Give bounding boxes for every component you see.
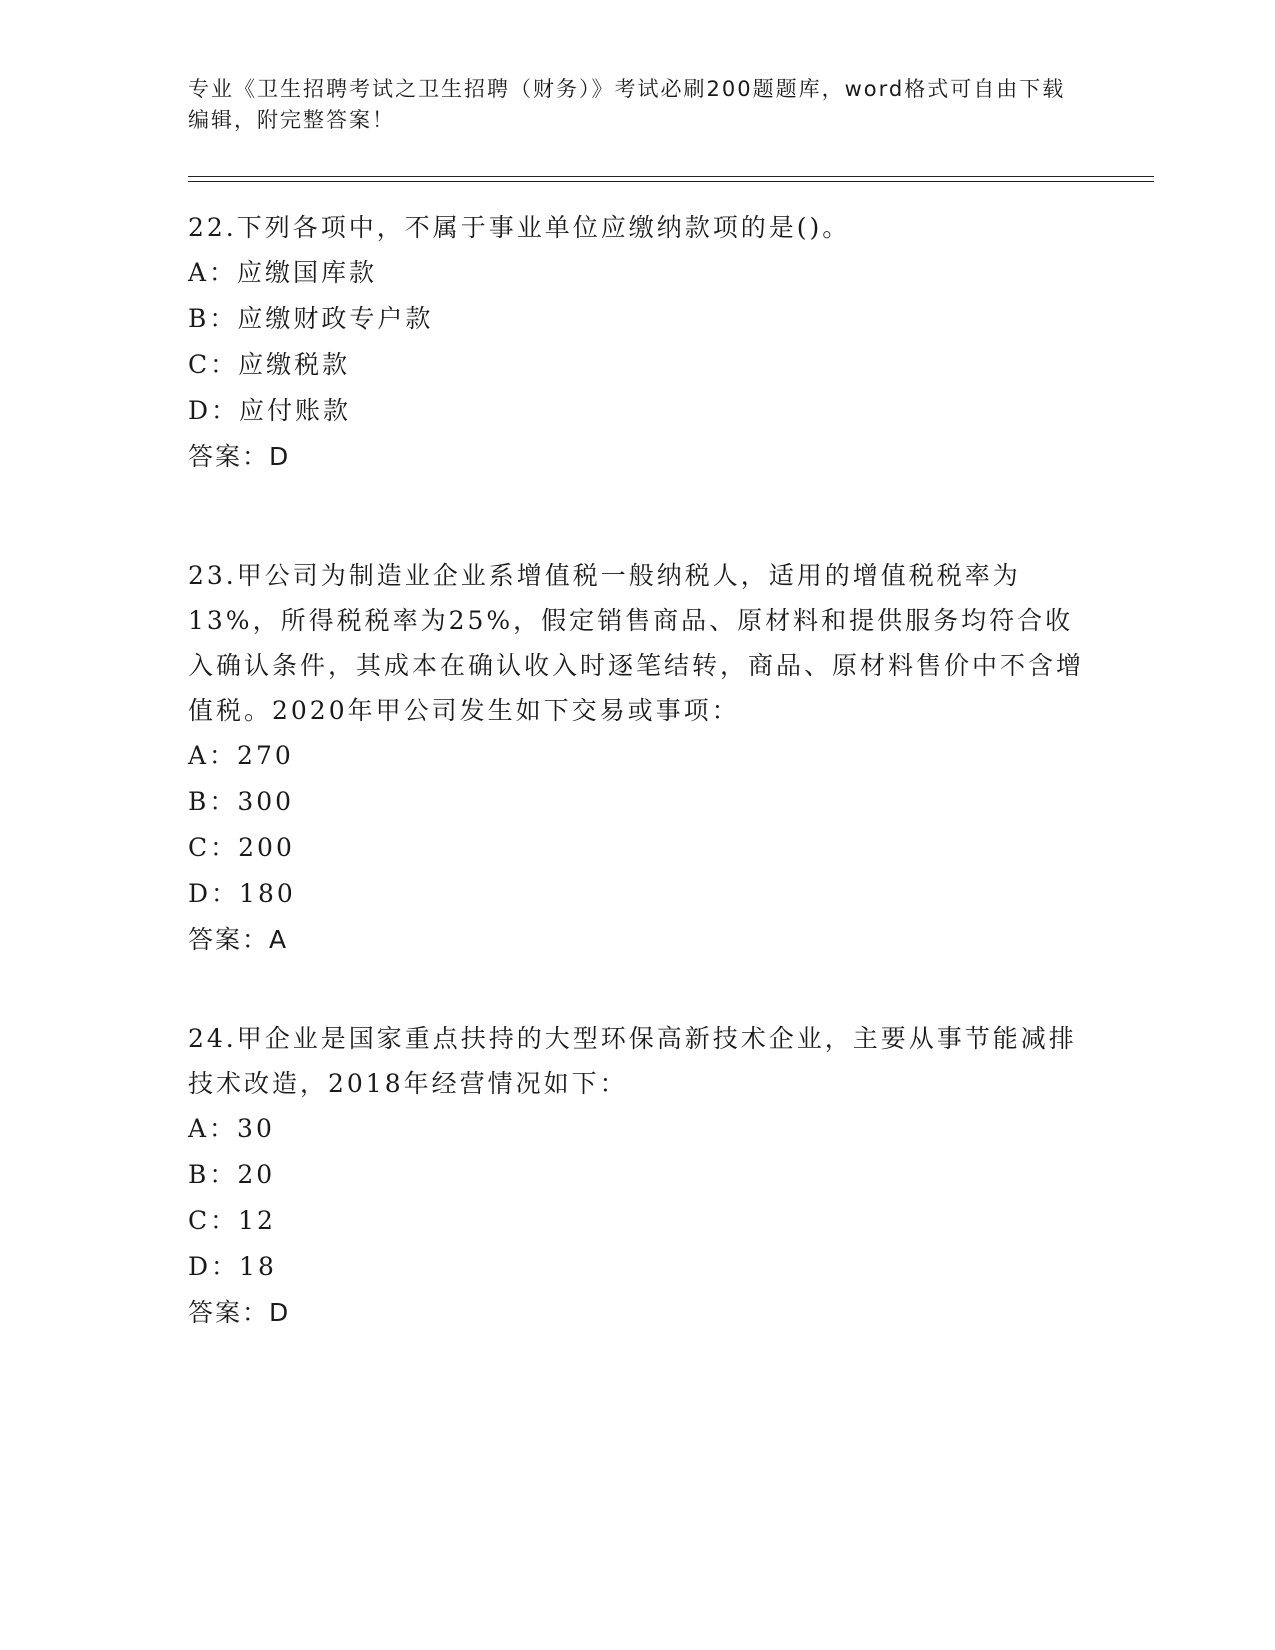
- option-d: D：180: [188, 879, 296, 908]
- option-b: B：应缴财政专户款: [188, 304, 434, 333]
- option-d: D：应付账款: [188, 396, 352, 425]
- option-c: C：200: [188, 833, 295, 862]
- question-stem: 23.甲公司为制造业企业系增值税一般纳税人，适用的增值税税率为13%，所得税税率为25%，假定销售商品、原材料和提供服务均符合收入确认条件，其成本在确认收入时逐笔结转，商品、原材料售价中不含增值税。2020年甲公司发生如下交易或事项：: [188, 561, 1085, 725]
- question-stem: 22.下列各项中，不属于事业单位应缴纳款项的是()。: [188, 213, 851, 242]
- option-b: B：20: [188, 1160, 276, 1189]
- document-header: 专业《卫生招聘考试之卫生招聘（财务）》考试必刷200题题库，word格式可自由下载编辑，附完整答案！: [188, 77, 1066, 132]
- question-22: [188, 205, 1088, 480]
- option-d: D：18: [188, 1252, 277, 1281]
- answer: 答案：D: [188, 1298, 291, 1327]
- answer: 答案：D: [188, 442, 291, 471]
- question-24: [188, 1016, 1088, 1336]
- option-a: A：应缴国库款: [188, 258, 378, 287]
- header-divider-bottom: [188, 181, 1154, 182]
- option-c: C：12: [188, 1206, 276, 1235]
- option-a: A：30: [188, 1114, 275, 1143]
- answer: 答案：A: [188, 925, 289, 954]
- option-c: C：应缴税款: [188, 350, 351, 379]
- question-stem: 24.甲企业是国家重点扶持的大型环保高新技术企业，主要从事节能减排技术改造，2018年经营情况如下：: [188, 1024, 1077, 1098]
- option-a: A：270: [188, 741, 294, 770]
- option-b: B：300: [188, 787, 295, 816]
- header-divider-top: [188, 176, 1154, 177]
- question-23: [188, 553, 1088, 963]
